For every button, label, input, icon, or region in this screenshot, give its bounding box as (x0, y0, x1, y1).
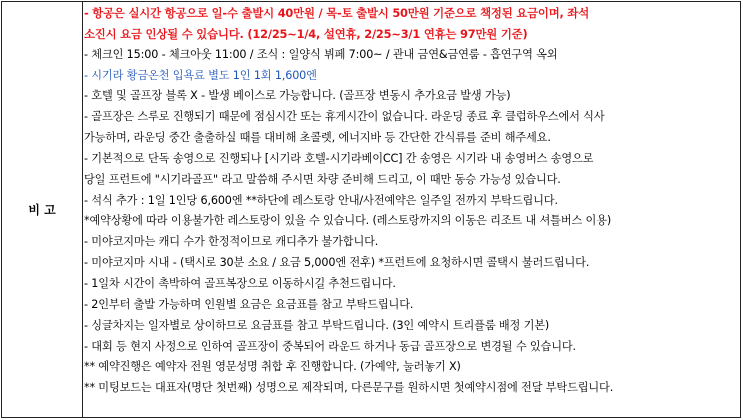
remark-line-12: - 미야코지마는 캐디 수가 한정적이므로 캐디추가 불가합니다. (84, 235, 379, 249)
remark-line-5: - 호텔 및 골프장 블록 X - 발생 베이스로 가능합니다. (골프장 변동시 추가요금 발생 가능) (84, 89, 511, 103)
remark-line-1: - 항공은 실시간 항공으로 일-수 출발시 40만원 / 목-토 출발시 50만원 기준으로 책정된 요금이며, 좌석 (84, 6, 590, 20)
remark-line-18: ** 예약진행은 예약자 전원 영문성명 취합 후 진행합니다. (가예약, 눌러놓기 X) (84, 360, 461, 374)
remark-line-8: - 기본적으로 단독 송영으로 진행되나 [시기라 호텔-시기라베이CC] 간 송영은 시기라 내 송영버스 송영으로 (84, 151, 594, 165)
remarks-table (1, 1, 741, 418)
remark-line-2: 소진시 요금 인상될 수 있습니다. (12/25~1/4, 설연휴, 2/25~3/1 연휴는 97만원 기준) (84, 26, 528, 41)
remark-line-13: - 미야코지마 시내 - (택시로 30분 소요 / 요금 5,000엔 전후) *프런트에 요청하시면 콜택시 불러드립니다. (84, 256, 590, 270)
remark-line-15: - 2인부터 출발 가능하며 인원별 요금은 요금표를 참고 부탁드립니다. (84, 297, 414, 311)
remark-line-7: 가능하며, 라운딩 중간 출출하실 때를 대비해 초콜렛, 에너지바 등 간단한 간식류를 준비 해주세요. (84, 131, 551, 145)
remark-line-6: - 골프장은 스루로 진행되기 때문에 점심시간 또는 휴게시간이 없습니다. 라운딩 종료 후 클럽하우스에서 식사 (84, 110, 605, 124)
remark-line-10: - 석식 추가 : 1일 1인당 6,600엔 **하단에 레스토랑 안내/사전예약은 일주일 전까지 부탁드립니다. (84, 193, 558, 207)
remark-line-19: ** 미팅보드는 대표자(명단 첫번째) 성명으로 제작되며, 다른문구를 원하시면 첫예약시점에 전달 부탁드립니다. (84, 381, 614, 395)
remark-line-4: - 시기라 황금온천 입욕료 별도 1인 1회 1,600엔 (84, 68, 317, 82)
remark-line-14: - 1일차 시간이 촉박하여 골프복장으로 이동하시길 추천드립니다. (84, 276, 396, 290)
remark-line-9: 당일 프런트에 "시기라골프" 라고 말씀해 주시면 차량 준비해 드리고, 이 때만 동승 가능성 있습니다. (84, 172, 561, 186)
remarks-label: 비 고 (2, 2, 83, 417)
remark-line-17: - 대회 등 현지 사정으로 인하여 골프장이 중복되어 라운드 하거나 동급 골프장으로 변경될 수 있습니다. (84, 339, 576, 353)
remark-line-16: - 싱글차지는 일자별로 상이하므로 요금표를 참고 부탁드립니다. (3인 예약시 트리플룸 배정 기본) (84, 318, 550, 332)
remark-line-3: - 체크인 15:00 - 체크아웃 11:00 / 조식 : 일양식 뷔페 7:00~ / 관내 금연&금연룸 - 흡연구역 옥외 (84, 47, 558, 61)
remarks-content (83, 2, 740, 417)
remark-line-11: *예약상황에 따라 이용불가한 레스토랑이 있을 수 있습니다. (레스토랑까지의 이동은 리조트 내 셔틀버스 이용) (84, 214, 612, 228)
